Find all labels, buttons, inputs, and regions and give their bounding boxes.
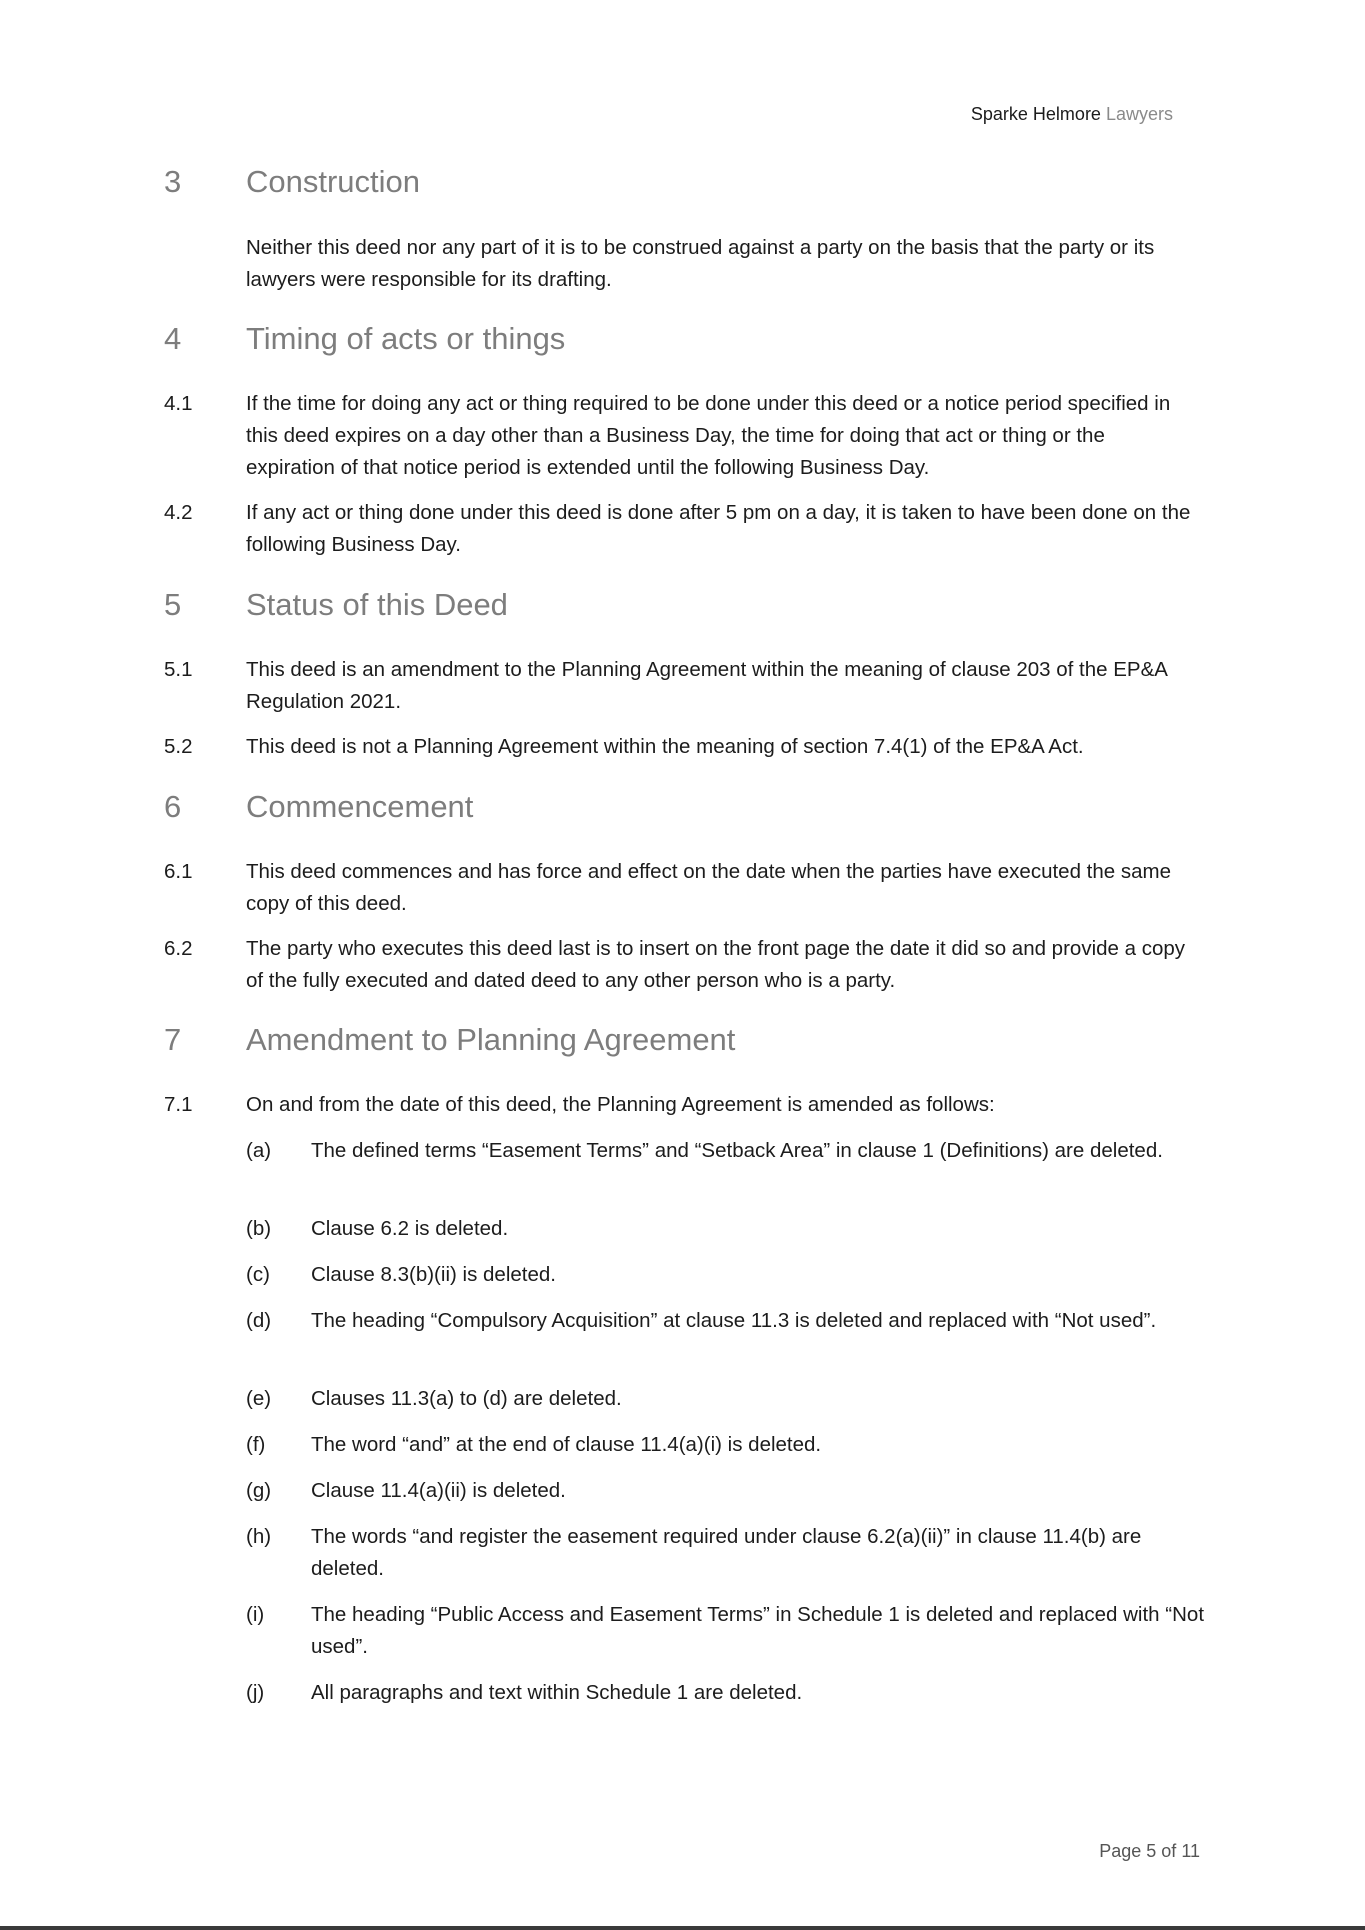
- bottom-divider: [0, 1926, 1365, 1930]
- clause-7-1: [164, 1089, 1194, 1121]
- clause-5-2: [164, 731, 1194, 763]
- list-item-label: (i): [246, 1603, 265, 1626]
- section-title: Amendment to Planning Agreement: [246, 1022, 736, 1057]
- list-item-label: (f): [246, 1433, 266, 1456]
- section-title: Commencement: [246, 789, 474, 824]
- list-item-label: (e): [246, 1387, 272, 1410]
- clause-number: 7.1: [164, 1093, 193, 1116]
- list-item-text: The heading “Compulsory Acquisition” at clause 11.3 is deleted and replaced with “Not used”.: [311, 1309, 1157, 1332]
- clause-4-2: [164, 497, 1194, 561]
- clause-6-2: [164, 933, 1194, 997]
- clause-4-1: [164, 388, 1194, 484]
- clause-number: 5.2: [164, 735, 193, 758]
- list-item: [246, 1213, 1206, 1245]
- list-item: [246, 1383, 1206, 1415]
- section-title: Status of this Deed: [246, 587, 508, 622]
- list-item-label: (g): [246, 1479, 272, 1502]
- list-item-label: (b): [246, 1217, 272, 1240]
- list-item-label: (a): [246, 1139, 272, 1162]
- list-item: [246, 1429, 1206, 1461]
- clause-text: If any act or thing done under this deed is done after 5 pm on a day, it is taken to have been done on the following Business Day.: [246, 501, 1191, 556]
- list-item: [246, 1135, 1206, 1167]
- clause-text: Neither this deed nor any part of it is to be construed against a party on the basis that the party or its lawyers were responsible for its drafting.: [246, 236, 1155, 291]
- clause-3-body: [164, 232, 1194, 296]
- page-header: [900, 104, 1173, 125]
- clause-number: 6.2: [164, 937, 193, 960]
- list-item-text: The heading “Public Access and Easement Terms” in Schedule 1 is deleted and replaced with “Not used”.: [311, 1603, 1205, 1658]
- firm-name: Sparke Helmore: [970, 104, 1101, 124]
- clause-text: This deed is an amendment to the Planning Agreement within the meaning of clause 203 of the EP&A Regulation 2021.: [246, 658, 1167, 713]
- section-number: 3: [164, 164, 182, 199]
- list-item-text: The words “and register the easement required under clause 6.2(a)(ii)” in clause 11.4(b) are deleted.: [311, 1525, 1142, 1580]
- list-item: [246, 1599, 1206, 1663]
- list-item-text: The word “and” at the end of clause 11.4(a)(i) is deleted.: [311, 1433, 822, 1456]
- list-item: [246, 1305, 1206, 1337]
- list-item-text: All paragraphs and text within Schedule 1 are deleted.: [311, 1681, 803, 1704]
- page-number: Page 5 of 11: [1099, 1841, 1200, 1861]
- clause-number: 6.1: [164, 860, 193, 883]
- section-number: 5: [164, 587, 182, 622]
- section-number: 7: [164, 1022, 182, 1057]
- section-number: 4: [164, 321, 182, 356]
- list-item-text: Clause 6.2 is deleted.: [311, 1217, 509, 1240]
- list-item-label: (h): [246, 1525, 272, 1548]
- section-number: 6: [164, 789, 182, 824]
- clause-text: On and from the date of this deed, the Planning Agreement is amended as follows:: [246, 1093, 995, 1116]
- section-title: Construction: [246, 164, 421, 199]
- section-title: Timing of acts or things: [246, 321, 566, 356]
- list-item: [246, 1259, 1206, 1291]
- list-item: [246, 1677, 1206, 1709]
- list-item-text: Clause 8.3(b)(ii) is deleted.: [311, 1263, 556, 1286]
- clause-number: 4.1: [164, 392, 193, 415]
- list-item-label: (d): [246, 1309, 272, 1332]
- clause-5-1: [164, 654, 1194, 718]
- list-item: [246, 1521, 1206, 1585]
- list-item-text: Clause 11.4(a)(ii) is deleted.: [311, 1479, 566, 1502]
- clause-6-1: [164, 856, 1194, 920]
- clause-text: This deed commences and has force and effect on the date when the parties have executed the same copy of this deed.: [246, 860, 1171, 915]
- clause-number: 4.2: [164, 501, 193, 524]
- list-item-text: The defined terms “Easement Terms” and “Setback Area” in clause 1 (Definitions) are deleted.: [311, 1139, 1163, 1162]
- clause-text: The party who executes this deed last is to insert on the front page the date it did so and provide a copy of the fully executed and dated deed to any other person who is a party.: [246, 937, 1186, 992]
- clause-text: If the time for doing any act or thing required to be done under this deed or a notice period specified in this deed expires on a day other than a Business Day, the time for doing that act or thing or the expiration of that notice period is extended until the following Business Day.: [246, 392, 1171, 479]
- list-item: [246, 1475, 1206, 1507]
- clause-number: 5.1: [164, 658, 193, 681]
- clause-text: This deed is not a Planning Agreement within the meaning of section 7.4(1) of the EP&A Act.: [246, 735, 1084, 758]
- list-item-label: (j): [246, 1681, 265, 1704]
- list-item-label: (c): [246, 1263, 270, 1286]
- list-item-text: Clauses 11.3(a) to (d) are deleted.: [311, 1387, 622, 1410]
- firm-suffix: Lawyers: [1105, 104, 1173, 124]
